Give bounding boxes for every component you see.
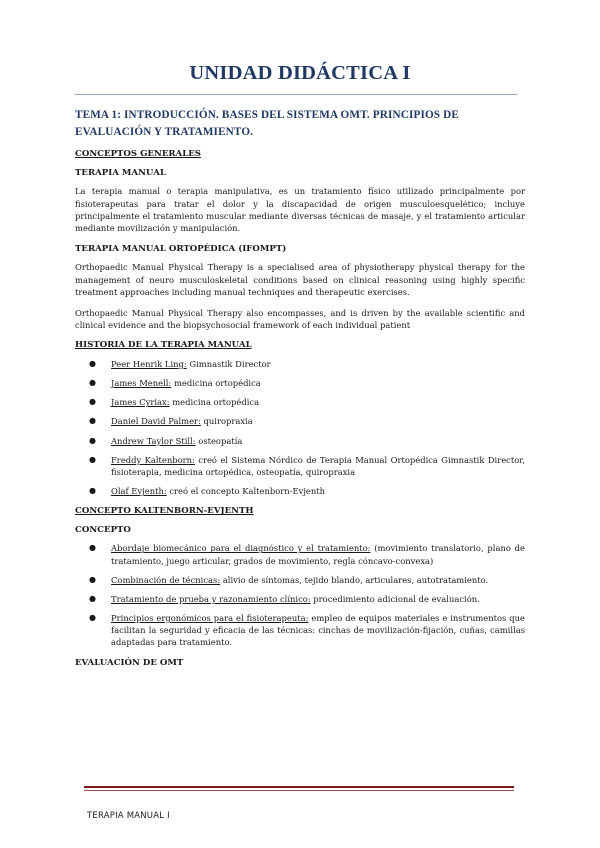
concept-desc: procedimiento adicional de evaluación.	[310, 593, 480, 604]
bullet-icon: ●	[89, 613, 96, 623]
page-title: UNIDAD DIDÁCTICA I	[189, 62, 411, 84]
person-name: James Menell:	[111, 378, 172, 389]
list-item	[75, 415, 525, 427]
footer-label: TERAPIA MANUAL I	[87, 811, 170, 821]
bullet-icon: ●	[89, 543, 96, 553]
list-item	[75, 358, 525, 370]
bullet-icon: ●	[89, 397, 96, 407]
concept-desc: alivio de síntomas, tejido blando, articulares, autotratamiento.	[220, 574, 489, 585]
terapia-manual-paragraph: La terapia manual o terapia manipulativa, es un tratamiento físico utilizado principalmente por fisioterapeutas para tratar el dolor y la discapacidad de origen musculoesquelético; incluye principalmente el tratamiento muscular mediante diversas técnicas de masaje, y el tratamiento articular mediante movilización y manipulación.	[75, 186, 525, 234]
list-item	[75, 542, 525, 566]
person-desc: medicina ortopédica	[169, 397, 260, 408]
ifompt-paragraph-2: Orthopaedic Manual Physical Therapy also encompasses, and is driven by the available scientific and clinical evidence and the biopsychosocial framework of each individual patient	[75, 307, 525, 331]
person-desc: creó el Sistema Nórdico de Terapia Manual Ortopédica Gimnastik Director, fisioterapia, medicina ortopédica, osteopatía, quiropraxia	[111, 454, 525, 478]
footer-divider	[84, 786, 514, 788]
list-item	[75, 396, 525, 408]
person-name: James Cyriax:	[111, 397, 170, 408]
concept-name: Principios ergonómicos para el fisioterapeuta:	[111, 613, 309, 624]
person-name: Olaf Evjenth:	[111, 486, 167, 497]
bullet-icon: ●	[89, 358, 96, 368]
concept-desc: (movimiento translatorio, plano de tratamiento, juego articular, grados de movimiento, regla cóncavo-convexa)	[111, 543, 525, 566]
bullet-icon: ●	[89, 435, 96, 445]
person-name: Freddy Kaltenborn:	[111, 454, 195, 465]
ifompt-heading: TERAPIA MANUAL ORTOPÉDICA (IFOMPT)	[75, 243, 287, 254]
person-name: Andrew Taylor Still:	[111, 435, 196, 446]
bullet-icon: ●	[89, 454, 96, 464]
list-item	[75, 435, 525, 447]
list-item	[75, 574, 525, 586]
concepto-kaltenborn-heading: CONCEPTO KALTENBORN-EVJENTH	[75, 506, 254, 517]
person-desc: osteopatía	[195, 435, 243, 446]
bullet-icon: ●	[89, 486, 96, 496]
bullet-icon: ●	[89, 593, 96, 603]
concept-desc: empleo de equipos materiales e instrumentos que facilitan la seguridad y eficacia de las técnicas: cinchas de movilización-fijación, cuñas, camillas adaptadas para tratamiento.	[111, 613, 525, 648]
concept-name: Abordaje biomecánico para el diagnóstico y el tratamiento:	[111, 543, 371, 554]
person-desc: creó el concepto Kaltenborn-Evjenth	[166, 486, 326, 497]
concepto-heading: CONCEPTO	[75, 524, 131, 535]
person-desc: Gimnastik Director	[186, 358, 271, 369]
document-body	[75, 107, 525, 675]
person-name: Peer Henrik Ling:	[111, 358, 187, 369]
footer-divider-thin	[84, 790, 514, 791]
bullet-icon: ●	[89, 574, 96, 584]
person-name: Daniel David Palmer:	[111, 416, 201, 427]
historia-list	[75, 358, 525, 498]
list-item	[75, 377, 525, 389]
person-desc: quiropraxia	[200, 416, 253, 427]
terapia-manual-heading: TERAPIA MANUAL	[75, 167, 166, 178]
list-item	[75, 454, 525, 478]
conceptos-generales-heading: CONCEPTOS GENERALES	[75, 149, 202, 160]
historia-heading: HISTORIA DE LA TERAPIA MANUAL	[75, 340, 252, 351]
person-desc: medicina ortopédica	[171, 378, 261, 389]
list-item	[75, 593, 525, 605]
tema-heading: TEMA 1: INTRODUCCIÓN. BASES DEL SISTEMA OMT. PRINCIPIOS DE EVALUACIÓN Y TRATAMIENTO.	[75, 109, 459, 138]
concepto-list	[75, 542, 525, 648]
concept-name: Combinación de técnicas:	[111, 574, 221, 585]
ifompt-paragraph-1: Orthopaedic Manual Physical Therapy is a specialised area of physiotherapy physical therapy for the management of neuro musculoskeletal conditions based on clinical reasoning using highly specific treatment approaches including manual techniques and therapeutic exercises.	[75, 262, 525, 298]
title-divider	[75, 94, 517, 95]
bullet-icon: ●	[89, 378, 96, 388]
list-item	[75, 612, 525, 649]
list-item	[75, 485, 525, 497]
evaluacion-heading: EVALUACIÓN DE OMT	[75, 657, 184, 668]
concept-name: Tratamiento de prueba y razonamiento clínico:	[111, 593, 311, 604]
bullet-icon: ●	[89, 416, 96, 426]
